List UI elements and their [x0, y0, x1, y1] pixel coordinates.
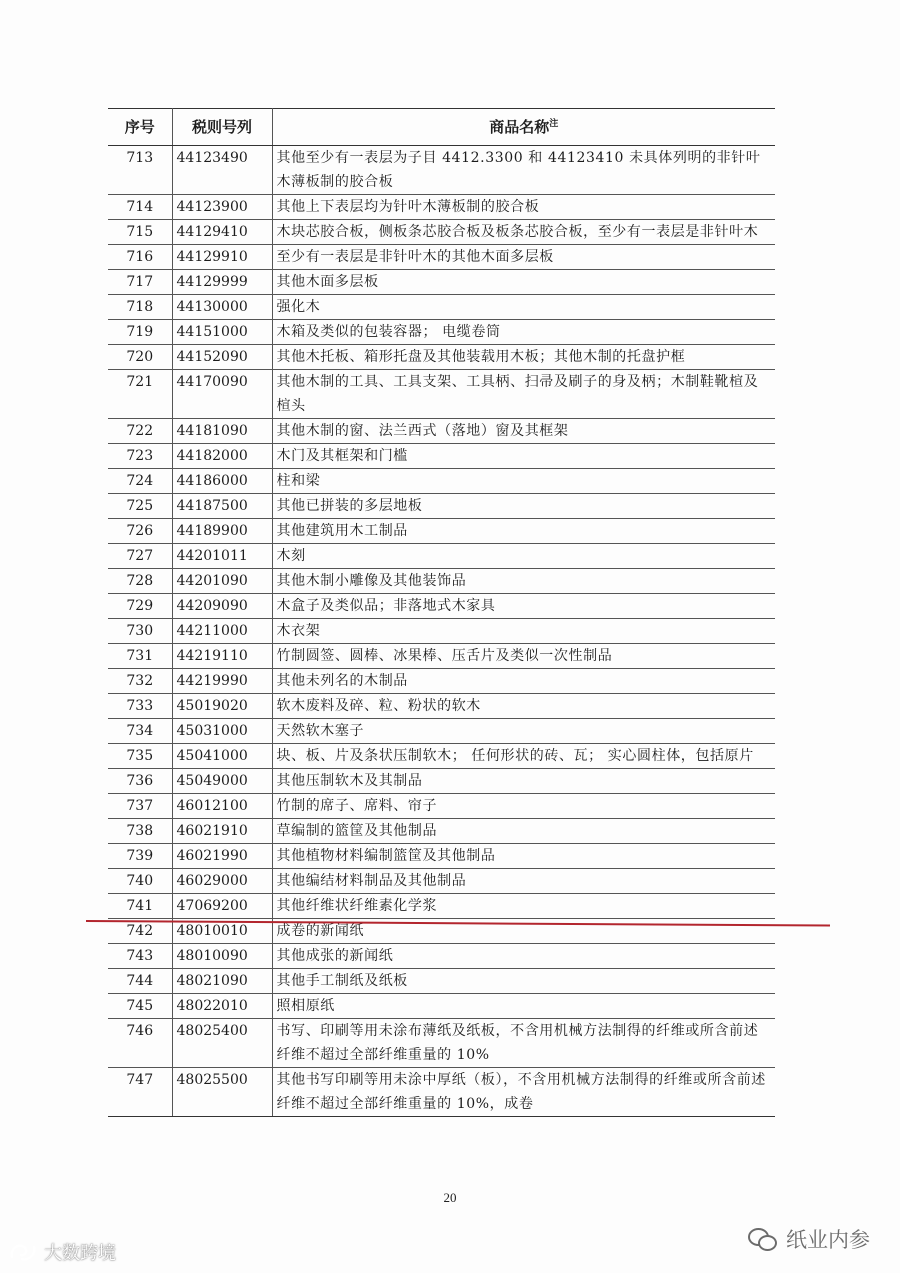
header-product-name [272, 109, 775, 146]
row-product-name: 其他木制小雕像及其他装饰品 [272, 569, 775, 594]
row-tariff-code: 44219110 [172, 644, 272, 669]
table-row [108, 569, 775, 594]
table-row [108, 370, 775, 419]
row-tariff-code: 44151000 [172, 320, 272, 345]
watermark-right [748, 1222, 870, 1256]
header-note-mark: 注 [549, 119, 559, 129]
row-product-name: 其他上下表层均为针叶木薄板制的胶合板 [272, 195, 775, 220]
row-tariff-code: 44181090 [172, 419, 272, 444]
table-row [108, 669, 775, 694]
table-row [108, 594, 775, 619]
table-row [108, 944, 775, 969]
row-tariff-code: 46021990 [172, 844, 272, 869]
row-product-name: 至少有一表层是非针叶木的其他木面多层板 [272, 245, 775, 270]
logo-swirl-icon [8, 1241, 38, 1263]
table-row [108, 544, 775, 569]
row-serial-number: 741 [108, 894, 172, 919]
row-serial-number: 737 [108, 794, 172, 819]
row-tariff-code: 44129999 [172, 270, 272, 295]
row-product-name: 木盒子及类似品；非落地式木家具 [272, 594, 775, 619]
row-tariff-code: 48022010 [172, 994, 272, 1019]
table-row [108, 1019, 775, 1068]
row-serial-number: 713 [108, 146, 172, 195]
row-product-name: 竹制圆签、圆棒、冰果棒、压舌片及类似一次性制品 [272, 644, 775, 669]
row-product-name: 木刻 [272, 544, 775, 569]
row-serial-number: 720 [108, 345, 172, 370]
watermark-left [8, 1238, 116, 1266]
table-row [108, 345, 775, 370]
table-row [108, 494, 775, 519]
table-row [108, 794, 775, 819]
row-product-name: 其他成张的新闻纸 [272, 944, 775, 969]
row-product-name: 其他书写印刷等用未涂中厚纸（板），不含用机械方法制得的纤维或所含前述纤维不超过全部纤维重量的 10%，成卷 [272, 1068, 775, 1117]
row-tariff-code: 44201090 [172, 569, 272, 594]
row-serial-number: 715 [108, 220, 172, 245]
row-product-name: 其他手工制纸及纸板 [272, 969, 775, 994]
row-product-name: 其他已拼装的多层地板 [272, 494, 775, 519]
row-serial-number: 725 [108, 494, 172, 519]
tariff-table [108, 108, 775, 1117]
row-tariff-code: 44201011 [172, 544, 272, 569]
table-row [108, 444, 775, 469]
row-serial-number: 733 [108, 694, 172, 719]
table-row [108, 195, 775, 220]
row-serial-number: 719 [108, 320, 172, 345]
row-tariff-code: 44187500 [172, 494, 272, 519]
header-product-name-text: 商品名称 [489, 118, 550, 136]
table-row [108, 1068, 775, 1117]
watermark-right-text: 纸业内参 [786, 1228, 870, 1252]
table-row [108, 469, 775, 494]
row-serial-number: 726 [108, 519, 172, 544]
table-row [108, 819, 775, 844]
row-tariff-code: 45041000 [172, 744, 272, 769]
row-product-name: 木门及其框架和门槛 [272, 444, 775, 469]
table-body [108, 146, 775, 1117]
row-product-name: 其他植物材料编制篮筐及其他制品 [272, 844, 775, 869]
row-tariff-code: 46021910 [172, 819, 272, 844]
wechat-icon [748, 1226, 778, 1252]
table-row [108, 719, 775, 744]
row-serial-number: 730 [108, 619, 172, 644]
row-product-name: 其他木托板、箱形托盘及其他装载用木板；其他木制的托盘护框 [272, 345, 775, 370]
table-row [108, 894, 775, 919]
table-row [108, 519, 775, 544]
row-tariff-code: 46012100 [172, 794, 272, 819]
row-product-name: 强化木 [272, 295, 775, 320]
row-serial-number: 743 [108, 944, 172, 969]
table-row [108, 844, 775, 869]
table-row [108, 220, 775, 245]
row-serial-number: 745 [108, 994, 172, 1019]
row-serial-number: 742 [108, 919, 172, 944]
header-serial-number: 序号 [108, 109, 172, 146]
row-serial-number: 735 [108, 744, 172, 769]
table-row [108, 295, 775, 320]
row-tariff-code: 44209090 [172, 594, 272, 619]
row-tariff-code: 48010090 [172, 944, 272, 969]
row-serial-number: 739 [108, 844, 172, 869]
row-product-name: 块、板、片及条状压制软木； 任何形状的砖、瓦； 实心圆柱体，包括原片 [272, 744, 775, 769]
row-tariff-code: 44123900 [172, 195, 272, 220]
row-product-name: 其他建筑用木工制品 [272, 519, 775, 544]
row-serial-number: 723 [108, 444, 172, 469]
row-serial-number: 724 [108, 469, 172, 494]
table-row [108, 744, 775, 769]
row-product-name: 竹制的席子、席料、帘子 [272, 794, 775, 819]
row-serial-number: 717 [108, 270, 172, 295]
watermark-left-text: 大数跨境 [44, 1243, 116, 1264]
page-number: 20 [443, 1190, 457, 1205]
row-tariff-code: 44186000 [172, 469, 272, 494]
row-product-name: 照相原纸 [272, 994, 775, 1019]
row-product-name: 草编制的篮筐及其他制品 [272, 819, 775, 844]
table-row [108, 769, 775, 794]
row-tariff-code: 44170090 [172, 370, 272, 419]
row-product-name: 其他未列名的木制品 [272, 669, 775, 694]
row-tariff-code: 44189900 [172, 519, 272, 544]
table-row [108, 270, 775, 295]
row-serial-number: 728 [108, 569, 172, 594]
table-header-row [108, 109, 775, 146]
row-tariff-code: 48021090 [172, 969, 272, 994]
row-serial-number: 721 [108, 370, 172, 419]
row-serial-number: 727 [108, 544, 172, 569]
row-serial-number: 718 [108, 295, 172, 320]
row-product-name: 其他至少有一表层为子目 4412.3300 和 44123410 未具体列明的非针叶木薄板制的胶合板 [272, 146, 775, 195]
row-tariff-code: 44219990 [172, 669, 272, 694]
row-serial-number: 747 [108, 1068, 172, 1117]
table-row [108, 969, 775, 994]
row-tariff-code: 48025400 [172, 1019, 272, 1068]
row-serial-number: 736 [108, 769, 172, 794]
row-serial-number: 738 [108, 819, 172, 844]
table-row [108, 245, 775, 270]
row-product-name: 其他木制的工具、工具支架、工具柄、扫帚及刷子的身及柄；木制鞋靴楦及楦头 [272, 370, 775, 419]
row-tariff-code: 47069200 [172, 894, 272, 919]
row-product-name: 其他压制软木及其制品 [272, 769, 775, 794]
row-tariff-code: 44211000 [172, 619, 272, 644]
row-product-name: 木块芯胶合板，侧板条芯胶合板及板条芯胶合板，至少有一表层是非针叶木 [272, 220, 775, 245]
row-tariff-code: 45019020 [172, 694, 272, 719]
table-row [108, 619, 775, 644]
row-product-name: 木箱及类似的包装容器； 电缆卷筒 [272, 320, 775, 345]
table-row [108, 644, 775, 669]
row-serial-number: 744 [108, 969, 172, 994]
table-row [108, 320, 775, 345]
row-tariff-code: 48010010 [172, 919, 272, 944]
row-serial-number: 716 [108, 245, 172, 270]
table-row [108, 694, 775, 719]
table-row [108, 869, 775, 894]
row-serial-number: 722 [108, 419, 172, 444]
row-product-name: 其他纤维状纤维素化学浆 [272, 894, 775, 919]
row-serial-number: 729 [108, 594, 172, 619]
row-serial-number: 732 [108, 669, 172, 694]
row-product-name: 其他木制的窗、法兰西式（落地）窗及其框架 [272, 419, 775, 444]
row-tariff-code: 45049000 [172, 769, 272, 794]
row-product-name: 柱和梁 [272, 469, 775, 494]
row-serial-number: 734 [108, 719, 172, 744]
row-serial-number: 731 [108, 644, 172, 669]
row-tariff-code: 44129410 [172, 220, 272, 245]
row-serial-number: 746 [108, 1019, 172, 1068]
row-tariff-code: 46029000 [172, 869, 272, 894]
row-product-name: 软木废料及碎、粒、粉状的软木 [272, 694, 775, 719]
row-tariff-code: 44129910 [172, 245, 272, 270]
row-tariff-code: 44152090 [172, 345, 272, 370]
header-tariff-code: 税则号列 [172, 109, 272, 146]
row-tariff-code: 44130000 [172, 295, 272, 320]
row-serial-number: 740 [108, 869, 172, 894]
table-row [108, 419, 775, 444]
row-tariff-code: 45031000 [172, 719, 272, 744]
row-product-name: 其他编结材料制品及其他制品 [272, 869, 775, 894]
row-tariff-code: 48025500 [172, 1068, 272, 1117]
row-product-name: 其他木面多层板 [272, 270, 775, 295]
row-product-name: 木衣架 [272, 619, 775, 644]
table-row [108, 994, 775, 1019]
row-product-name: 天然软木塞子 [272, 719, 775, 744]
row-product-name: 书写、印刷等用未涂布薄纸及纸板，不含用机械方法制得的纤维或所含前述纤维不超过全部纤维重量的 10% [272, 1019, 775, 1068]
table-row [108, 146, 775, 195]
row-serial-number: 714 [108, 195, 172, 220]
row-tariff-code: 44123490 [172, 146, 272, 195]
row-product-name: 成卷的新闻纸 [272, 919, 775, 944]
row-tariff-code: 44182000 [172, 444, 272, 469]
